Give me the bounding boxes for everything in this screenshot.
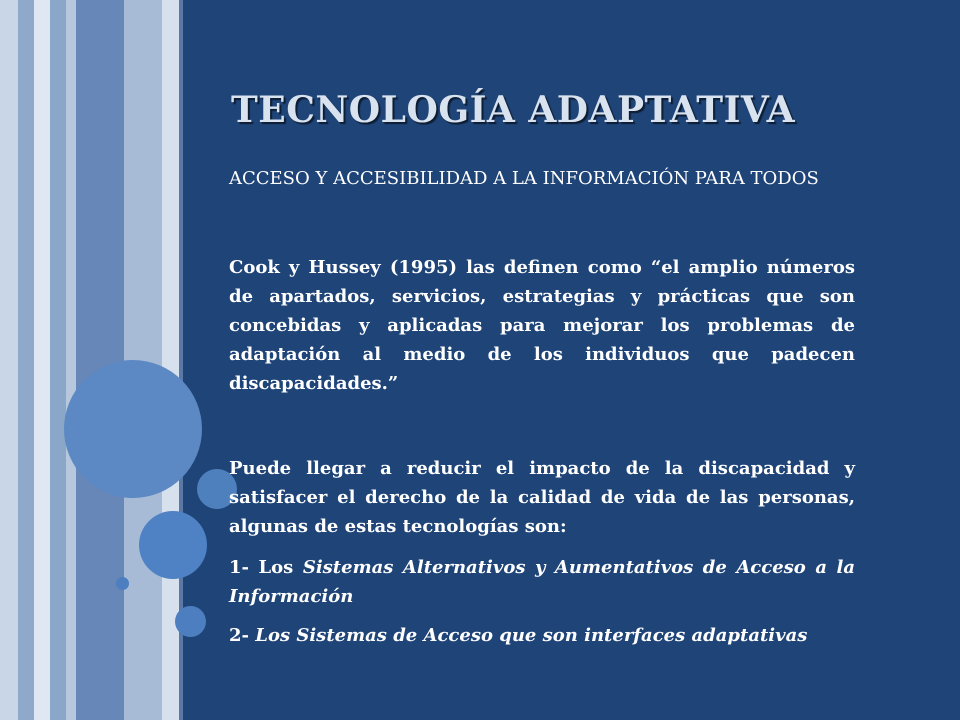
list-item-prefix: Los — [258, 557, 294, 578]
slide-content — [229, 164, 855, 660]
list-item-number: 2- — [229, 625, 249, 646]
decorative-stripe — [50, 0, 66, 720]
list-item-number: 1- — [229, 557, 249, 578]
decorative-stripe — [76, 0, 124, 720]
list-item — [229, 553, 855, 611]
slide-title: TECNOLOGÍA ADAPTATIVA — [231, 89, 795, 132]
decorative-stripe — [162, 0, 179, 720]
decorative-stripe — [0, 0, 18, 720]
decorative-circle — [139, 511, 207, 579]
list-item-italic-text: Los Sistemas de Acceso que son interfaces adaptativas — [255, 625, 808, 646]
decorative-stripe — [18, 0, 34, 720]
decorative-circle — [64, 360, 202, 498]
decorative-circle — [116, 577, 129, 590]
decorative-stripe — [66, 0, 76, 720]
list-item-italic-text: Sistemas Alternativos y Aumentativos de Acceso a la Información — [229, 557, 855, 607]
definition-quote: Cook y Hussey (1995) las definen como “el amplio números de apartados, servicios, estrategias y prácticas que son concebidas y aplicadas para mejorar los problemas de adaptación al medio de los individuos que padecen discapacidades.” — [229, 257, 855, 394]
slide-subtitle: ACCESO Y ACCESIBILIDAD A LA INFORMACIÓN PARA TODOS — [229, 168, 819, 189]
decorative-stripe — [34, 0, 50, 720]
impact-paragraph: Puede llegar a reducir el impacto de la discapacidad y satisfacer el derecho de la calidad de vida de las personas, algunas de estas tecnologías son: — [229, 458, 855, 537]
decorative-circle — [175, 606, 206, 637]
list-item — [229, 621, 855, 650]
